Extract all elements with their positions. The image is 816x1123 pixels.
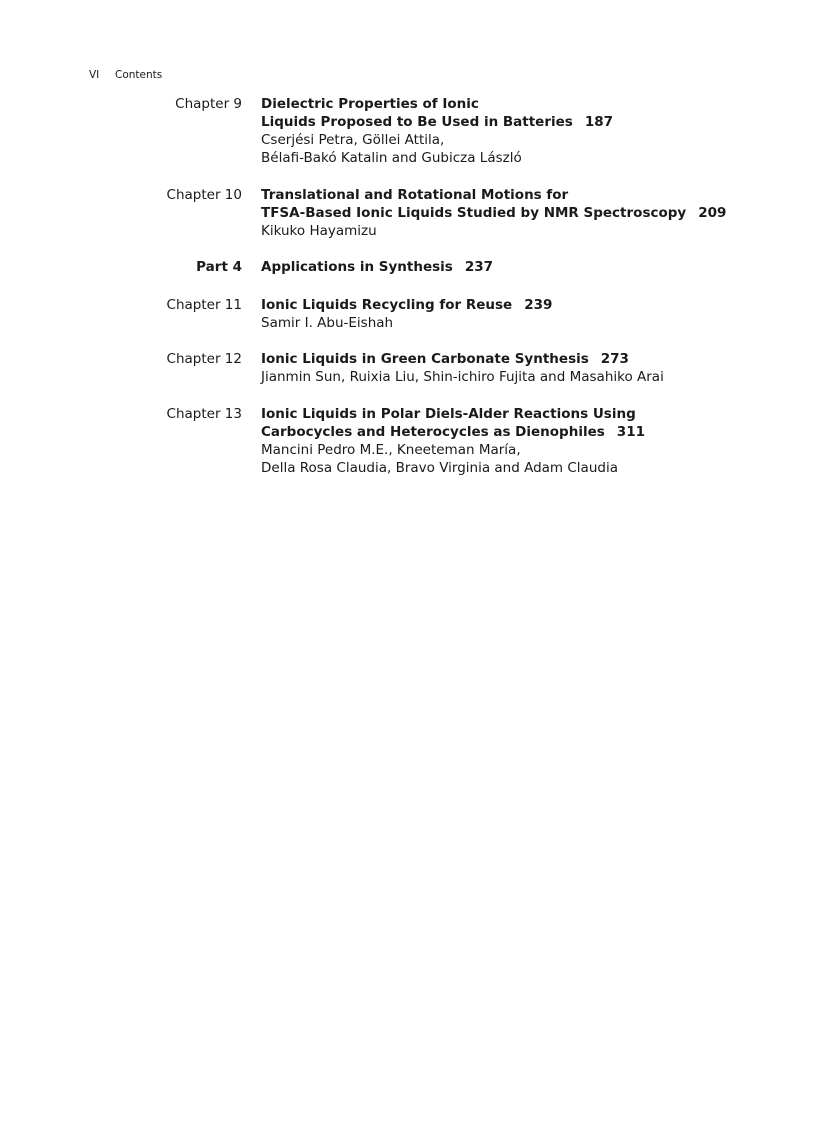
authors-line: Mancini Pedro M.E., Kneeteman María, <box>261 442 521 458</box>
toc-entry-part-4 <box>150 258 790 276</box>
page-ref: 239 <box>524 297 553 313</box>
chapter-label: Chapter 11 <box>166 297 242 313</box>
title-line: Translational and Rotational Motions for <box>261 187 569 203</box>
title-line: Ionic Liquids in Polar Diels-Alder Reactions Using <box>261 406 636 422</box>
chapter-label: Chapter 12 <box>166 351 242 367</box>
chapter-title[interactable] <box>261 186 790 222</box>
title-line: Liquids Proposed to Be Used in Batteries <box>261 114 573 130</box>
page-ref: 187 <box>584 114 614 130</box>
title-line: Dielectric Properties of Ionic <box>261 96 479 112</box>
toc-entry-chapter-10 <box>150 186 790 240</box>
page-ref: 209 <box>698 205 727 221</box>
title-line: Carbocycles and Heterocycles as Dienophiles <box>261 424 605 440</box>
toc-entry-chapter-13 <box>150 405 790 477</box>
authors-line: Jianmin Sun, Ruixia Liu, Shin-ichiro Fujita and Masahiko Arai <box>261 369 664 385</box>
toc-entry-chapter-9 <box>150 95 790 167</box>
chapter-label: Chapter 13 <box>166 406 242 422</box>
authors-line: Bélafi-Bakó Katalin and Gubicza László <box>261 150 522 166</box>
chapter-title[interactable] <box>261 405 790 441</box>
chapter-label: Chapter 10 <box>166 187 242 203</box>
title-line: Applications in Synthesis <box>261 259 453 275</box>
page-ref: 237 <box>464 259 494 275</box>
page-ref: 311 <box>616 424 645 440</box>
authors-line: Kikuko Hayamizu <box>261 223 377 239</box>
authors-line: Cserjési Petra, Göllei Attila, <box>261 132 445 148</box>
chapter-title[interactable] <box>261 95 790 131</box>
title-line: Ionic Liquids Recycling for Reuse <box>261 297 513 313</box>
toc-entry-chapter-11 <box>150 296 790 332</box>
chapter-label: Chapter 9 <box>175 96 242 112</box>
running-head <box>89 69 162 81</box>
part-label: Part 4 <box>196 259 242 275</box>
chapter-title[interactable] <box>261 296 790 314</box>
page-ref: 273 <box>600 351 629 367</box>
authors-line: Samir I. Abu-Eishah <box>261 315 394 331</box>
title-line: Ionic Liquids in Green Carbonate Synthesis <box>261 351 589 367</box>
running-head-title: Contents <box>115 69 163 81</box>
page-number: VI <box>89 69 100 81</box>
title-line: TFSA-Based Ionic Liquids Studied by NMR Spectroscopy <box>261 205 687 221</box>
chapter-title[interactable] <box>261 350 790 368</box>
toc-entry-chapter-12 <box>150 350 790 386</box>
part-title[interactable] <box>261 258 790 276</box>
authors-line: Della Rosa Claudia, Bravo Virginia and Adam Claudia <box>261 460 618 476</box>
